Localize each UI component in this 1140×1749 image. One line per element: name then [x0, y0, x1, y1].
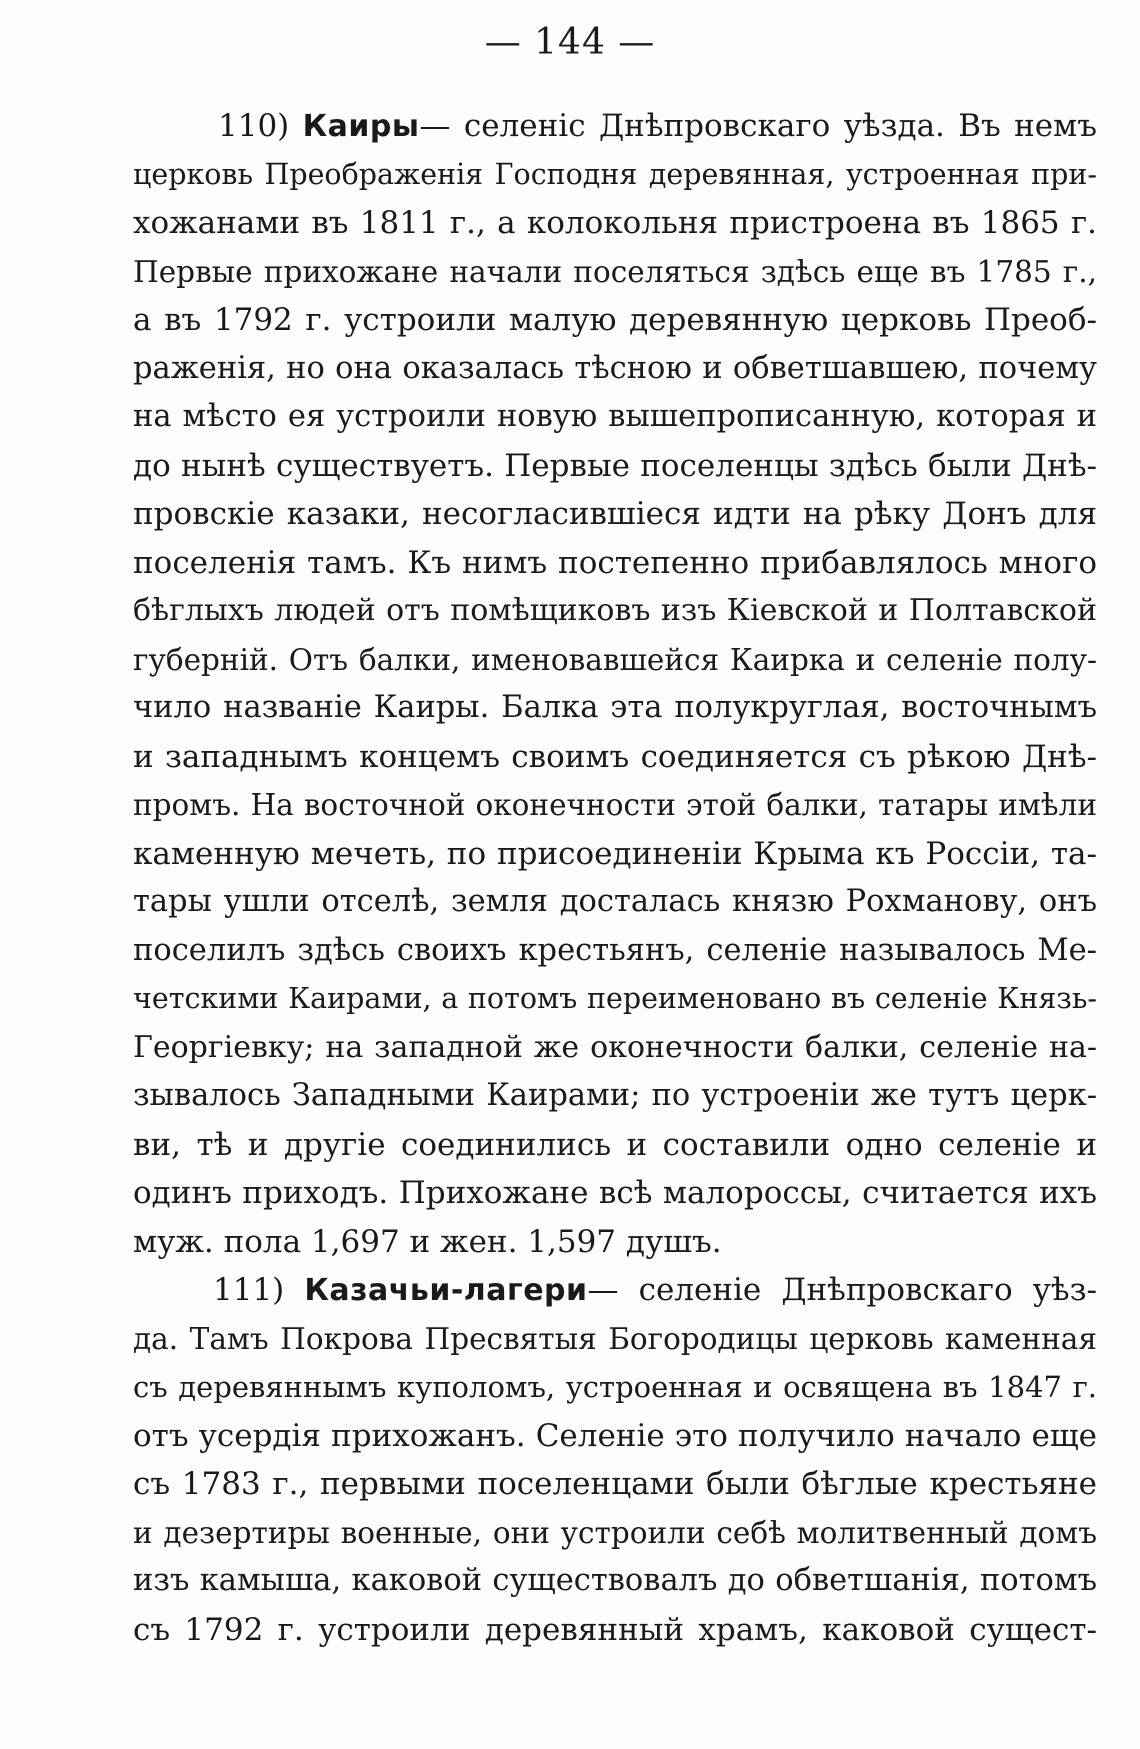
- text-line: отъ усердія прихожанъ. Селеніе это получило начало еще: [133, 1417, 1097, 1454]
- text-line: Первые прихожане начали поселяться здѣсь еще въ 1785 г.,: [133, 254, 1097, 289]
- text-line: на мѣсто ея устроили новую вышепрописанную, которая и: [133, 399, 1097, 434]
- text-line: четскими Каирами, а потомъ переименовано въ селеніе Князь-: [133, 982, 1097, 1015]
- text-line: муж. пола 1,697 и жен. 1,597 душъ.: [133, 1223, 722, 1260]
- text-line: хожанами въ 1811 г., а колокольня пристроена въ 1865 г.: [133, 205, 1097, 241]
- entry-111-heading-line: [133, 1266, 1097, 1315]
- text-line: каменную мечеть, по присоединеніи Крыма къ Россіи, та-: [133, 835, 1097, 872]
- text-line: раженія, но она оказалась тѣсною и обветшавшею, почему: [133, 350, 1097, 386]
- entry-110-first-line-rest: — селеніс Днѣпровскаго уѣзда. Въ немъ: [419, 108, 1097, 144]
- text-line: одинъ приходъ. Прихожане всѣ малороссы, считается ихъ: [133, 1175, 1097, 1211]
- body-text: [133, 102, 1097, 1654]
- text-line: провскіе казаки, несогласившіеся идти на рѣку Донъ для: [133, 496, 1097, 532]
- text-line: а въ 1792 г. устроили малую деревянную церковь Преоб-: [133, 302, 1097, 338]
- text-line: до нынѣ существуетъ. Первые поселенцы здѣсь были Днѣ-: [133, 447, 1097, 484]
- entry-110-name: Каиры: [302, 109, 420, 144]
- text-line: съ 1783 г., первыми поселенцами были бѣглые крестьяне: [133, 1466, 1097, 1502]
- text-line: зывалось Западными Каирами; по устроеніи же тутъ церк-: [133, 1078, 1097, 1113]
- text-line: поселилъ здѣсь своихъ крестьянъ, селеніе называлось Ме-: [133, 932, 1097, 968]
- entry-111-name: Казачьи-лагери: [304, 1273, 588, 1308]
- entry-110-heading-line: [133, 102, 1097, 151]
- text-line: промъ. На восточной оконечности этой балки, татары имѣли: [133, 788, 1097, 822]
- page-number: — 144 —: [484, 22, 656, 63]
- text-line: да. Тамъ Покрова Пресвятыя Богородицы церковь каменная: [133, 1321, 1097, 1356]
- entry-111-first-line-rest: — селеніе Днѣпровскаго уѣз-: [587, 1272, 1097, 1308]
- text-line: и дезертиры военные, они устроили себѣ молитвенный домъ: [133, 1515, 1097, 1550]
- text-line: и западнымъ концемъ своимъ соединяется съ рѣкою Днѣ-: [133, 738, 1097, 775]
- text-line: съ 1792 г. устроили деревянный храмъ, каковой сущест-: [133, 1611, 1097, 1648]
- text-line: губерній. Отъ балки, именовавшейся Каирка и селеніе полу-: [133, 642, 1097, 677]
- entry-111-number: 111): [213, 1272, 285, 1308]
- entry-110-number: 110): [218, 108, 290, 144]
- text-line: поселенія тамъ. Къ нимъ постепенно прибавлялось много: [133, 544, 1097, 581]
- text-line: чило названіе Каиры. Балка эта полукруглая, восточнымъ: [133, 690, 1097, 725]
- text-line: ви, тѣ и другіе соединились и составили одно селеніе и: [133, 1126, 1097, 1163]
- text-line: бѣглыхъ людей отъ помѣщиковъ изъ Кіевской и Полтавской: [133, 593, 1097, 628]
- text-line: изъ камыша, каковой существовалъ до обветшанія, потомъ: [133, 1563, 1097, 1598]
- text-line: Георгіевку; на западной же оконечности балки, селеніе на-: [133, 1029, 1097, 1065]
- text-line: церковь Преображенія Господня деревянная, устроенная при-: [133, 157, 1097, 191]
- text-line: съ деревяннымъ куполомъ, устроенная и освящена въ 1847 г.: [133, 1370, 1097, 1404]
- text-line: тары ушли отселѣ, земля досталась князю Рохманову, онъ: [133, 884, 1097, 919]
